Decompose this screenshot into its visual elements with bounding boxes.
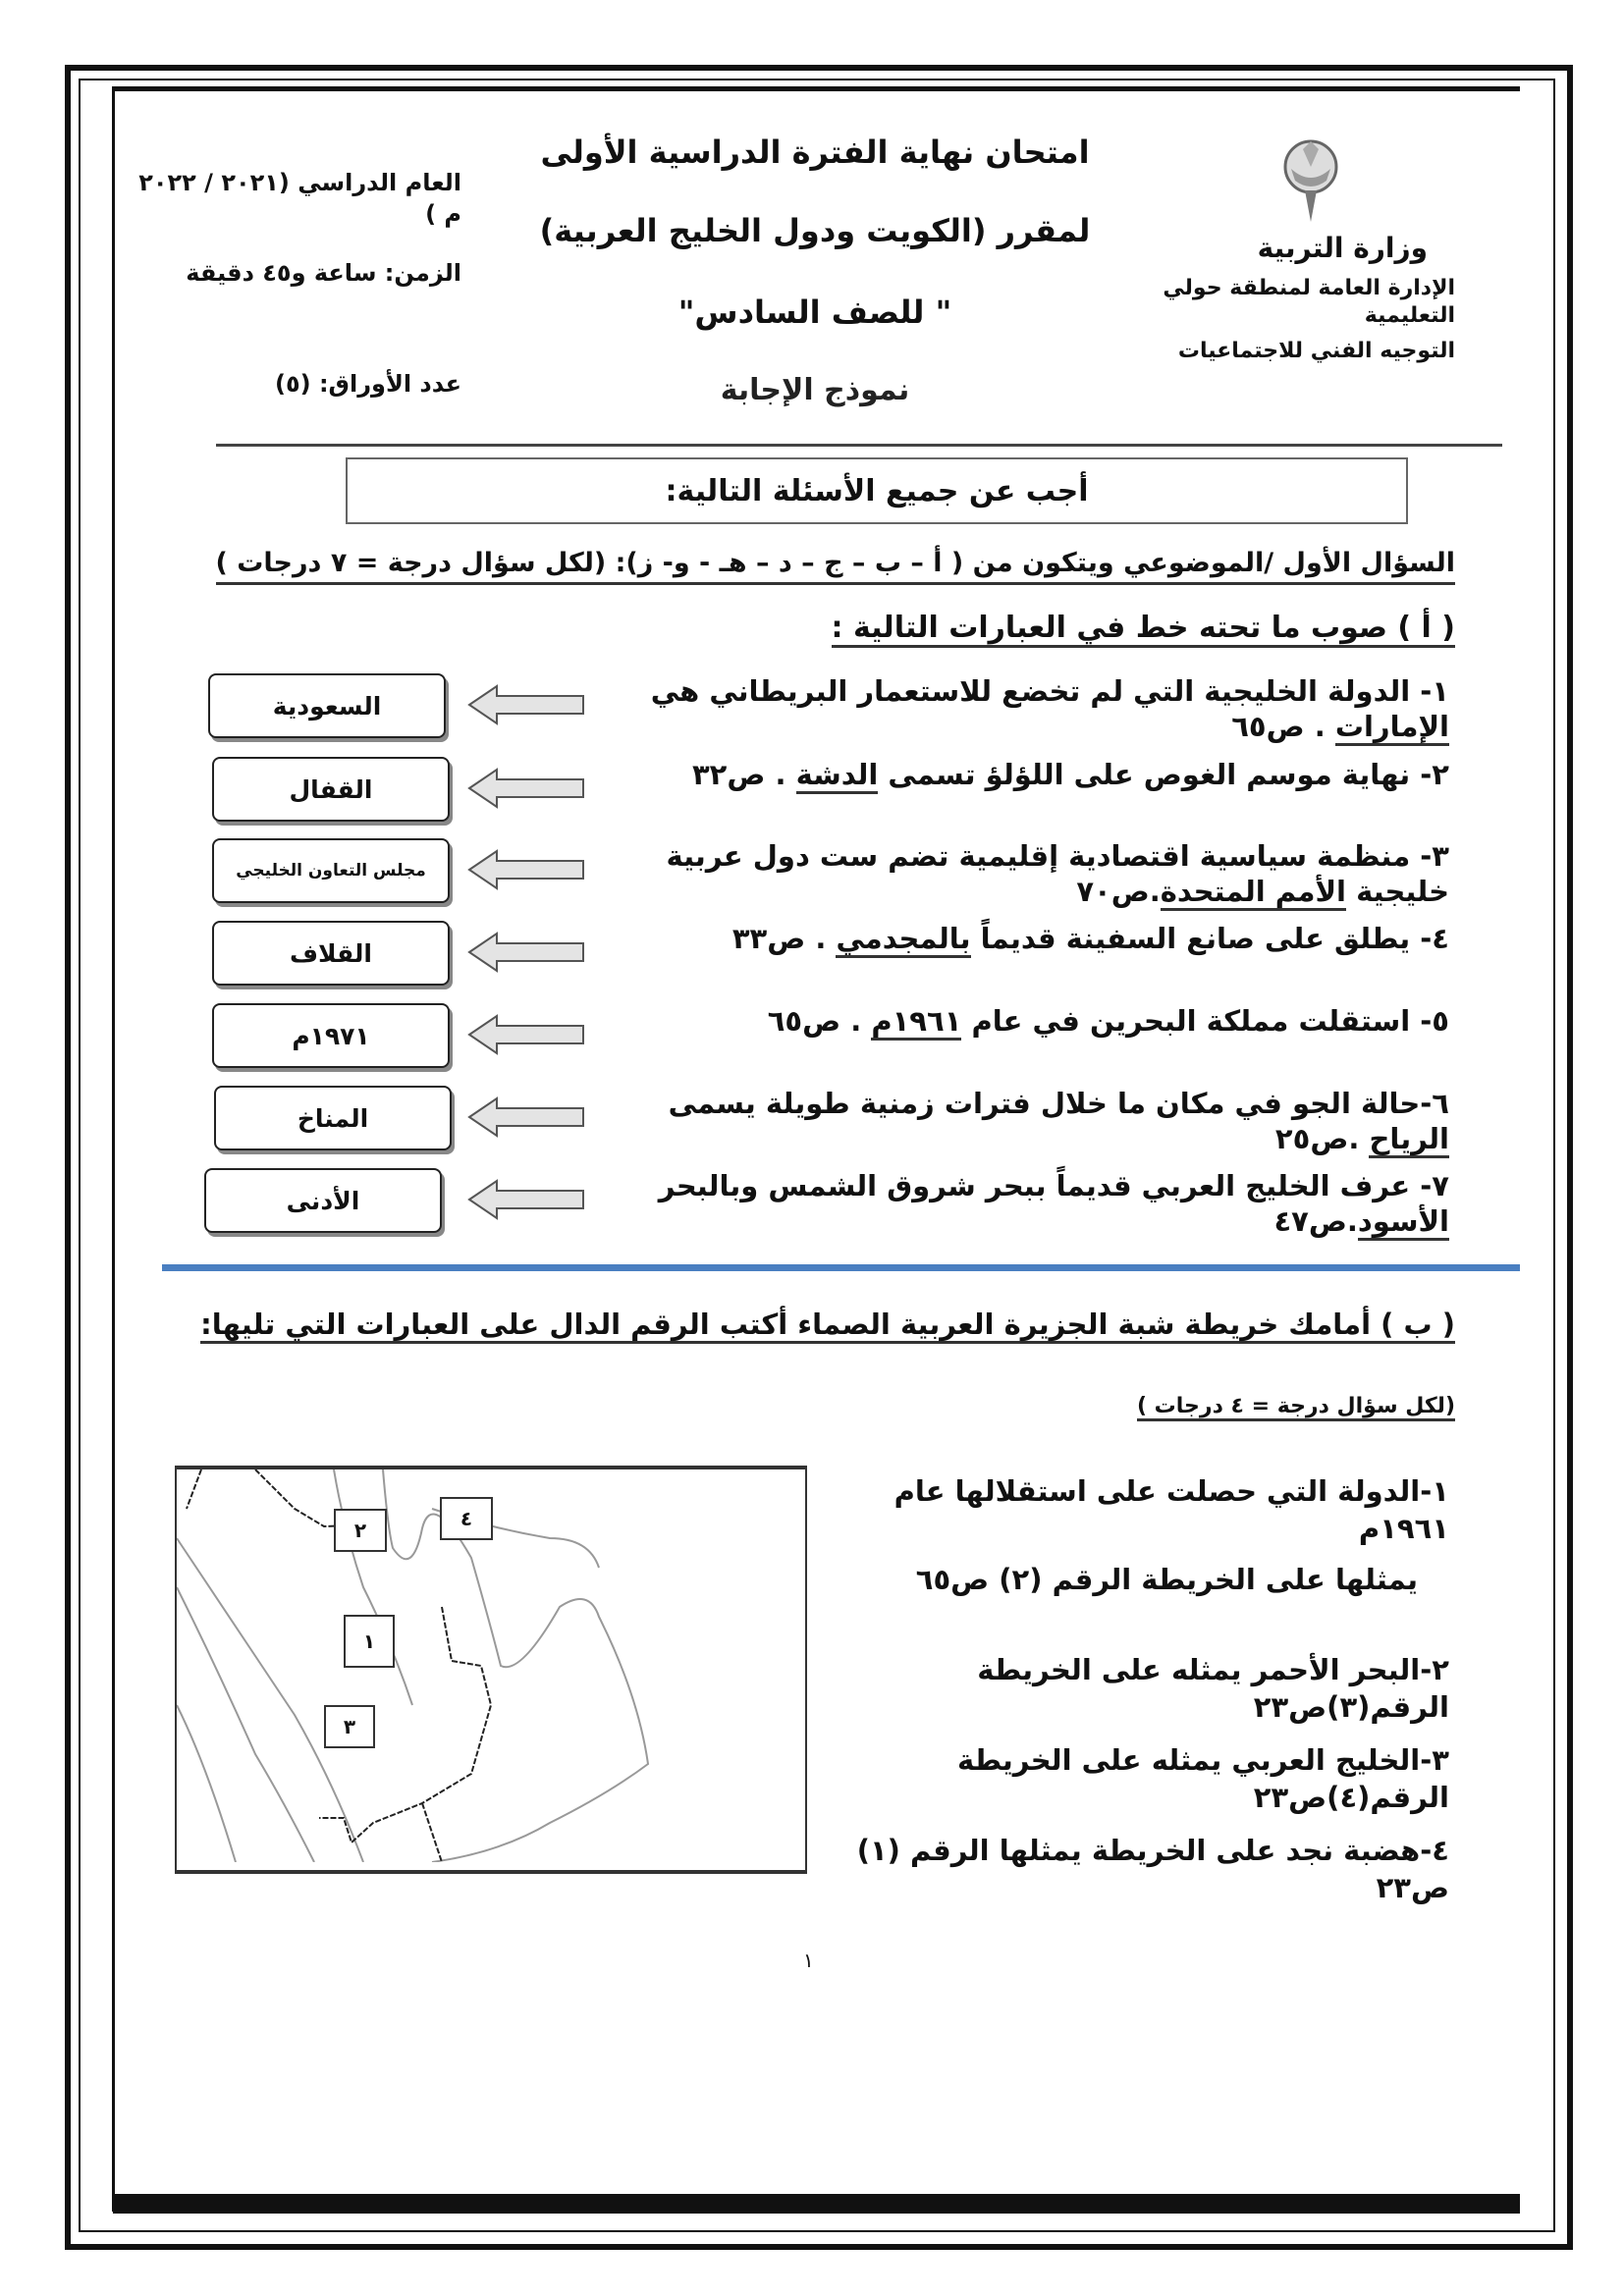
part-b-heading [179, 1306, 1455, 1343]
page-number: ١ [803, 1949, 814, 1972]
directorate-name: الإدارة العامة لمنطقة حولي التعليمية [1163, 276, 1455, 328]
statement [615, 757, 1449, 792]
arrow-left-icon [467, 683, 585, 726]
arrow-left-icon [467, 931, 585, 974]
statement-text: ٢- نهاية موسم الغوص على اللؤلؤ تسمى [878, 758, 1449, 791]
exam-title: امتحان نهاية الفترة الدراسية الأولى [540, 133, 1090, 171]
statement [615, 673, 1449, 744]
statement [615, 1168, 1449, 1239]
page-reference: .ص٢٥ [1274, 1122, 1370, 1155]
part-a-heading [832, 611, 1455, 645]
part-b-item: ١-الدولة التي حصلت على استقلالها عام ١٩٦١م [893, 1474, 1449, 1545]
map-label-2: ٢ [334, 1509, 387, 1552]
part-a-heading-text: ( أ ) صوب ما تحته خط في العبارات التالية : [832, 611, 1455, 648]
part-b-item: ٤-هضبة نجد على الخريطة يمثلها الرقم (١) ص٢٣ [856, 1834, 1449, 1904]
bottom-rule [113, 2194, 1520, 2214]
page-count: عدد الأوراق: (٥) [275, 370, 461, 398]
question1-heading [179, 548, 1455, 578]
map-label-4: ٤ [440, 1497, 493, 1540]
page-reference: . ص٣٣ [731, 922, 837, 955]
answer-box [212, 838, 450, 903]
statement-text: ٣- منظمة سياسية اقتصادية إقليمية تضم ست دول عربية خليجية [666, 839, 1449, 908]
underlined-term: ١٩٦١م [871, 1004, 961, 1041]
map-label-3: ٣ [324, 1705, 375, 1748]
answer-text: القلاف [290, 938, 372, 968]
answer-text: السعودية [272, 691, 382, 721]
top-rule [113, 86, 1520, 91]
instruction-text: أجب عن جميع الأسئلة التالية: [665, 473, 1089, 508]
left-rule [112, 86, 115, 2212]
statement-text: ١- الدولة الخليجية التي لم تخضع للاستعمار البريطاني هي [650, 674, 1449, 708]
part-b-item: ٢-البحر الأحمر يمثله على الخريطة الرقم(٣)ص٢٣ [977, 1653, 1449, 1724]
answer-box [212, 757, 450, 822]
answer-box [214, 1086, 452, 1150]
answer-text: الأدنى [286, 1186, 360, 1215]
page-reference: . ص٦٥ [1231, 710, 1335, 743]
underlined-term: الدشة [796, 758, 879, 794]
ministry-name: وزارة التربية [1257, 232, 1428, 264]
statement-text: ٦-حالة الجو في مكان ما خلال فترات زمنية طويلة يسمى [668, 1087, 1449, 1120]
header-divider [216, 444, 1502, 447]
answer-box [204, 1168, 442, 1233]
statement [615, 838, 1449, 909]
underlined-term: الأسود [1358, 1204, 1449, 1241]
statement-text: ٤- يطلق على صانع السفينة قديماً [970, 922, 1449, 955]
answer-box [212, 1003, 450, 1068]
part-b-heading-text: ( ب ) أمامك خريطة شبة الجزيرة العربية الصماء أكتب الرقم الدال على العبارات التي تليها: [200, 1308, 1455, 1344]
answer-text: ١٩٧١م [292, 1021, 370, 1050]
underlined-term: الرياح [1369, 1122, 1449, 1158]
exam-time: الزمن: ساعة و٤٥ دقيقة [186, 259, 461, 287]
answer-key-label: نموذج الإجابة [720, 373, 910, 407]
academic-year: العام الدراسي (٢٠٢١ / ٢٠٢٢ م ) [138, 169, 461, 228]
page-reference: .ص٤٧ [1273, 1204, 1358, 1238]
underlined-term: الأمم المتحدة [1161, 875, 1346, 911]
page-reference: . ص٣٢ [691, 758, 796, 791]
underlined-term: بالمجدمي [836, 922, 970, 958]
section-divider [162, 1264, 1520, 1271]
part-b-item: يمثلها على الخريطة الرقم (٢) ص٦٥ [915, 1563, 1418, 1596]
arrow-left-icon [467, 1178, 585, 1221]
part-b-marks-text: (لكل سؤال درجة = ٤ درجات ) [1137, 1394, 1455, 1421]
statement [615, 921, 1449, 956]
page-reference: . ص٦٥ [767, 1004, 872, 1038]
course-title: لمقرر (الكويت ودول الخليج العربية) [539, 212, 1091, 249]
kuwait-emblem-icon [1281, 137, 1340, 226]
page-reference: .ص٧٠ [1076, 875, 1161, 908]
arrow-left-icon [467, 767, 585, 810]
statement-text: ٧- عرف الخليج العربي قديماً ببحر شروق الشمس وبالبحر [658, 1169, 1449, 1202]
arrow-left-icon [467, 1013, 585, 1056]
instruction-box [346, 457, 1408, 524]
statement [615, 1003, 1449, 1039]
answer-box [208, 673, 446, 738]
answer-text: مجلس التعاون الخليجي [236, 861, 426, 881]
answer-text: المناخ [297, 1103, 369, 1133]
answer-text: القفال [289, 774, 373, 804]
underlined-term: الإمارات [1335, 710, 1449, 746]
statement [615, 1086, 1449, 1156]
answer-box [212, 921, 450, 986]
part-b-marks [1137, 1394, 1455, 1418]
grade-title: " للصف السادس" [677, 294, 952, 331]
statement-text: ٥- استقلت مملكة البحرين في عام [961, 1004, 1449, 1038]
part-b-item: ٣-الخليج العربي يمثله على الخريطة الرقم(٤)ص٢٣ [957, 1743, 1449, 1814]
arabian-peninsula-map [175, 1466, 807, 1874]
arrow-left-icon [467, 1095, 585, 1139]
supervision-name: التوجيه الفني للاجتماعيات [1177, 339, 1455, 363]
map-label-1: ١ [344, 1615, 395, 1668]
question1-heading-text: السؤال الأول /الموضوعي ويتكون من ( أ – ب – ج – د – هـ - و- ز): (لكل سؤال درجة = ٧ درجات ) [216, 548, 1455, 585]
arrow-left-icon [467, 848, 585, 891]
